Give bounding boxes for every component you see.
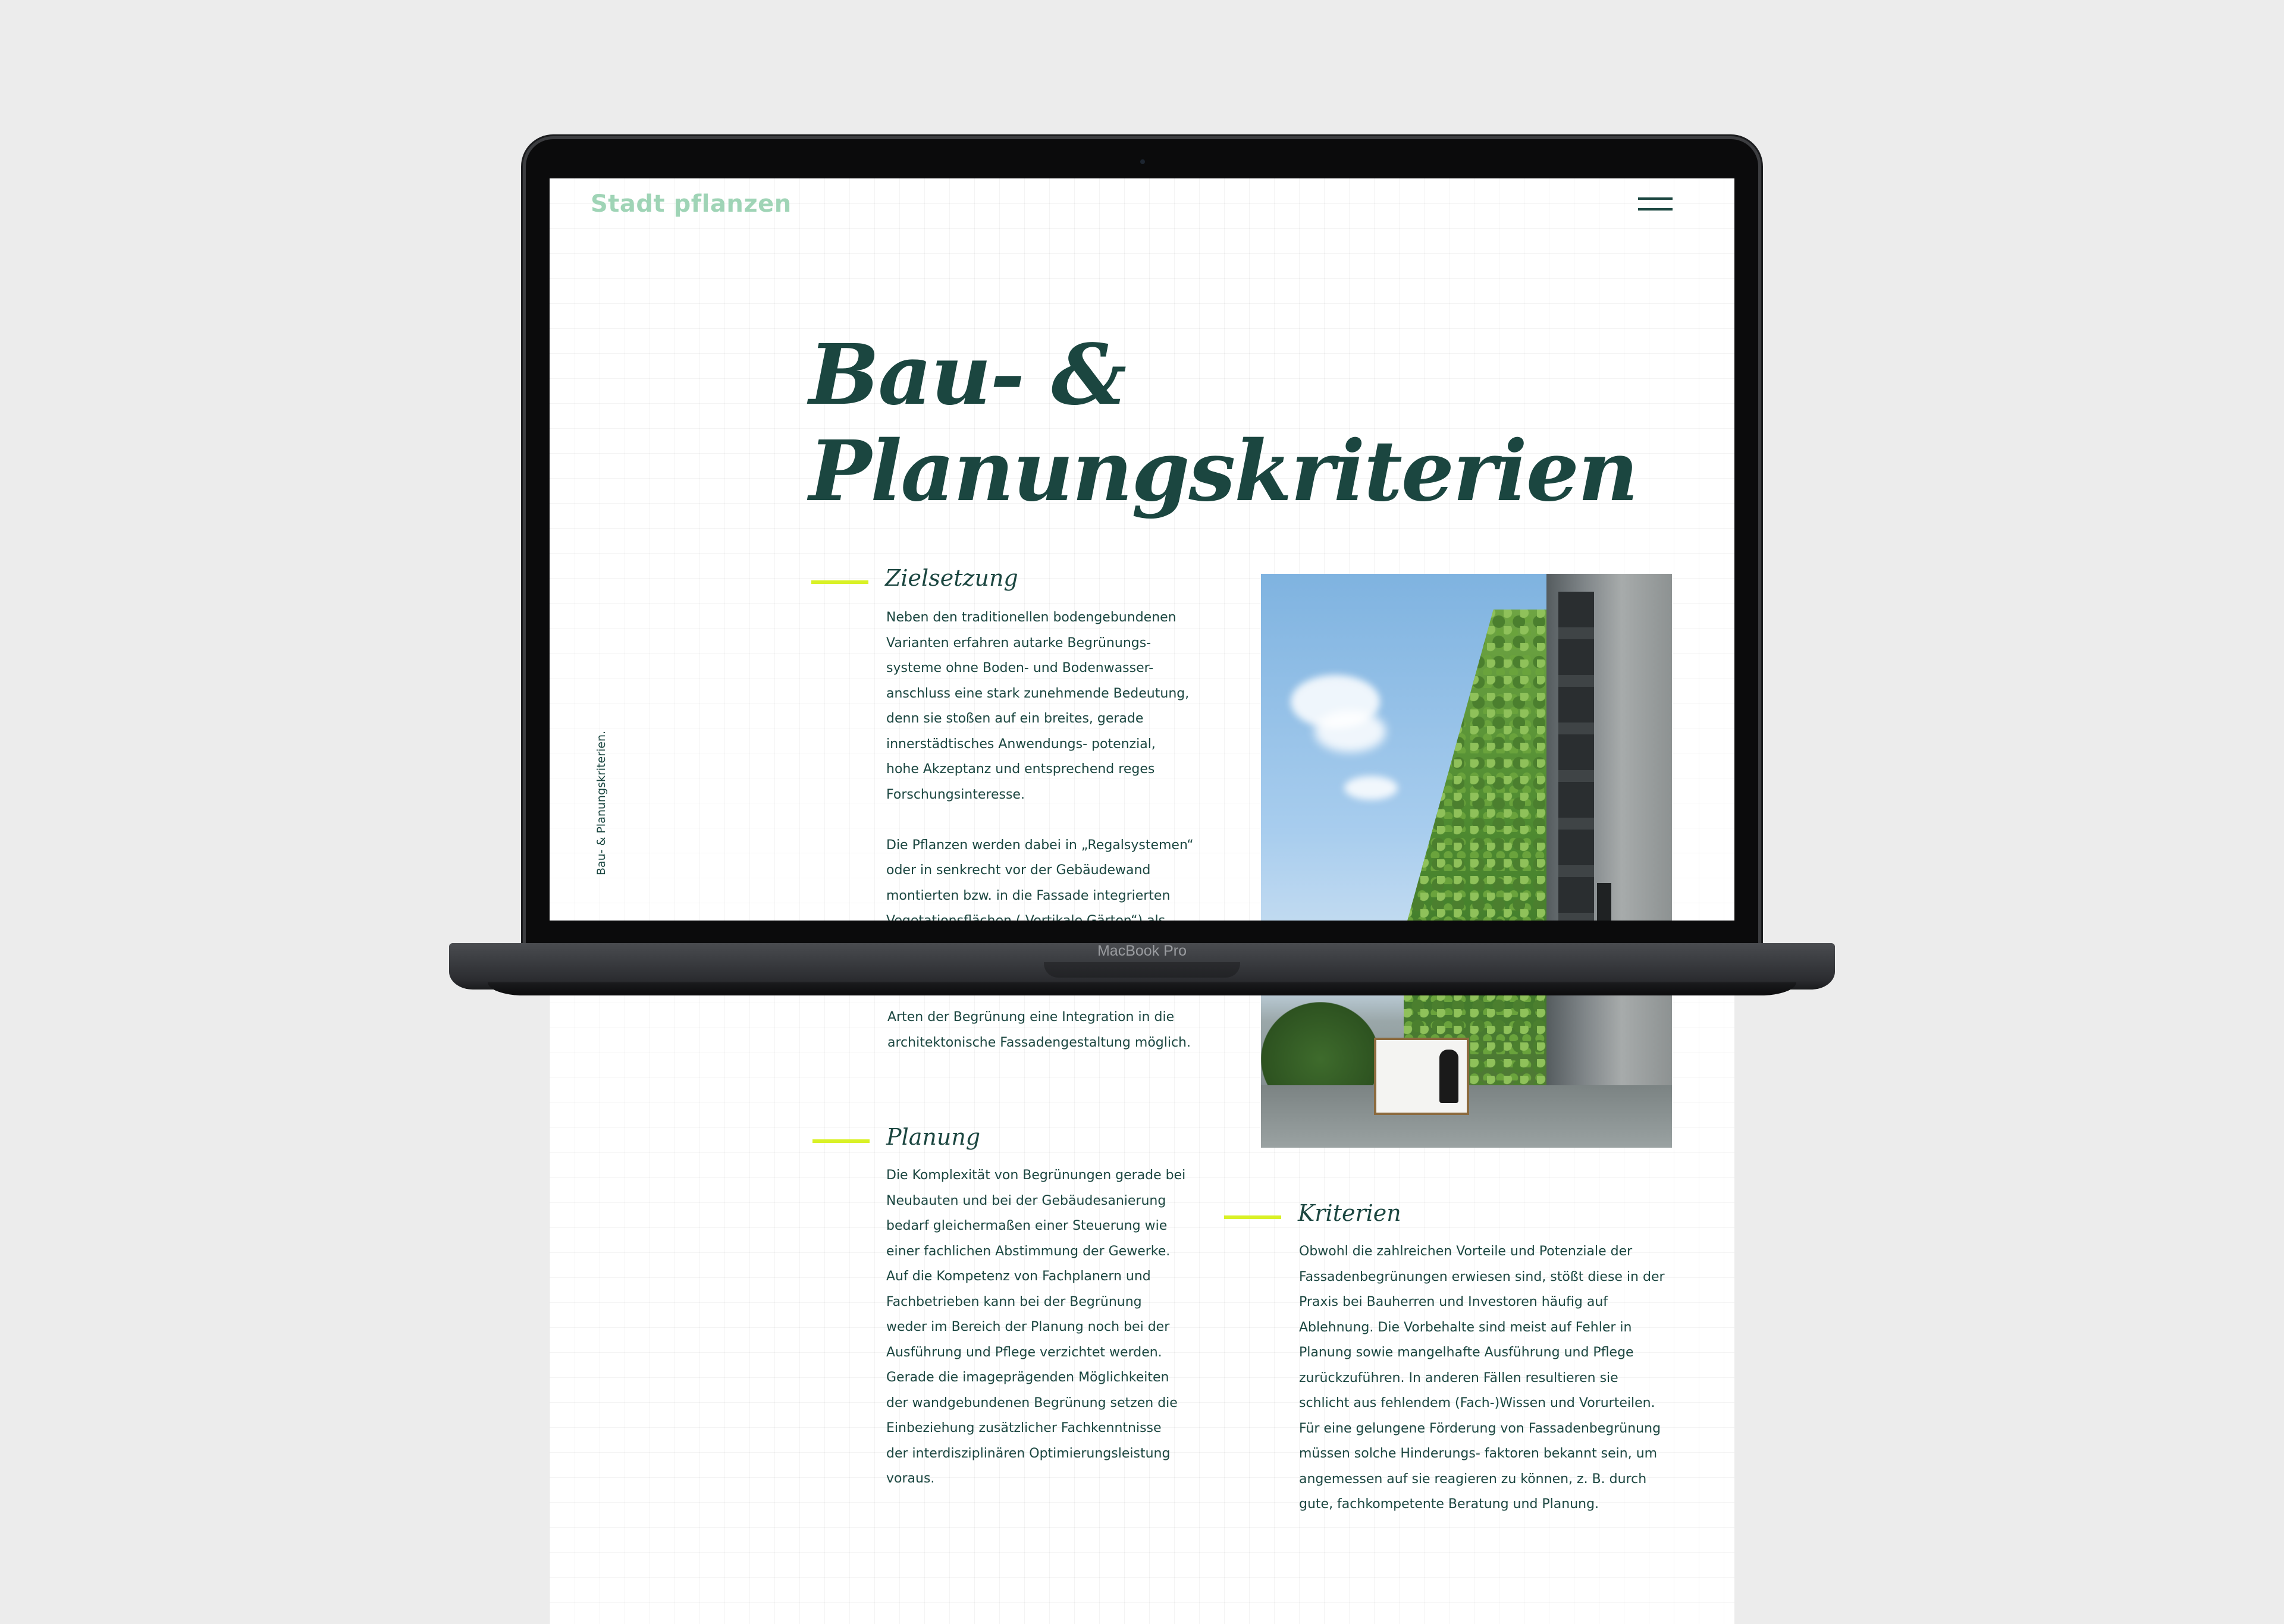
text-line: Fassadenbegrünungen erwiesen sind, stößt diese in der bbox=[1299, 1269, 1665, 1284]
text-line: anschluss eine stark zunehmende Bedeutung, bbox=[886, 686, 1190, 701]
hamburger-menu-icon[interactable] bbox=[1638, 196, 1673, 214]
text-line: der wandgebundenen Begrünung setzen die bbox=[886, 1395, 1178, 1411]
text-line: Die Pflanzen werden dabei in „Regalsystemen“ bbox=[886, 837, 1194, 853]
text-zielsetzung-continued bbox=[887, 1005, 1191, 1056]
heading-zielsetzung: Zielsetzung bbox=[885, 565, 1018, 591]
camera-icon bbox=[1140, 159, 1145, 164]
accent-line-zielsetzung bbox=[811, 580, 868, 584]
text-line: Ausführung und Pflege verzichtet werden. bbox=[886, 1345, 1162, 1360]
text-line: Forschungsinteresse. bbox=[886, 787, 1025, 802]
text-line: Varianten erfahren autarke Begrünungs- bbox=[886, 635, 1152, 651]
text-line: oder in senkrecht vor der Gebäudewand bbox=[886, 863, 1151, 878]
text-line: innerstädtisches Anwendungs- potenzial, bbox=[886, 736, 1156, 752]
paragraph-gap bbox=[886, 808, 1194, 833]
text-line: denn sie stoßen auf ein breites, gerade bbox=[886, 711, 1144, 726]
text-line: hohe Akzeptanz und entsprechend reges bbox=[886, 762, 1155, 777]
title-line-1: Bau- & bbox=[809, 326, 1126, 424]
text-line: Für eine gelungene Förderung von Fassadenbegrünung bbox=[1299, 1421, 1661, 1436]
laptop-base-edge bbox=[488, 982, 1796, 995]
text-line: Praxis bei Bauherren und Investoren häufig auf bbox=[1299, 1295, 1608, 1309]
heading-planung: Planung bbox=[886, 1124, 981, 1150]
text-line: systeme ohne Boden- und Bodenwasser- bbox=[886, 661, 1154, 676]
text-line: Neubauten und bei der Gebäudesanierung bbox=[886, 1193, 1166, 1208]
menu-bar-bottom bbox=[1638, 208, 1673, 211]
screen-bezel-bottom bbox=[550, 921, 1734, 943]
text-line: müssen solche Hinderungs- faktoren bekannt sein, um bbox=[1299, 1446, 1658, 1461]
text-line: Obwohl die zahlreichen Vorteile und Potenziale der bbox=[1299, 1244, 1633, 1259]
text-planung bbox=[886, 1163, 1185, 1492]
text-line: weder im Bereich der Planung noch bei der bbox=[886, 1320, 1170, 1334]
page-title bbox=[809, 327, 1637, 520]
text-line: der interdisziplinären Optimierungsleistung bbox=[886, 1446, 1171, 1461]
menu-bar-top bbox=[1638, 197, 1673, 200]
text-line: Arten der Begrünung eine Integration in die bbox=[887, 1010, 1175, 1025]
text-line: angemessen auf sie reagieren zu können, z. B. durch bbox=[1299, 1471, 1647, 1487]
text-line: zurückzuführen. In anderen Fällen resultieren sie bbox=[1299, 1370, 1618, 1386]
trees bbox=[1261, 1002, 1380, 1097]
heading-kriterien: Kriterien bbox=[1298, 1200, 1401, 1226]
text-line: Einbeziehung zusätzlicher Fachkenntnisse bbox=[886, 1421, 1162, 1435]
text-line: Auf die Kompetenz von Fachplanern und bbox=[886, 1269, 1151, 1284]
site-logo[interactable]: Stadt pflanzen bbox=[591, 190, 792, 218]
website-page bbox=[550, 178, 1734, 1624]
cloud bbox=[1344, 776, 1398, 800]
text-line: bedarf gleichermaßen einer Steuerung wie bbox=[886, 1218, 1168, 1233]
title-line-2: Planungskriterien bbox=[809, 423, 1637, 520]
text-line: gute, fachkompetente Beratung und Planung. bbox=[1299, 1497, 1599, 1512]
text-line: Gerade die imageprägenden Möglichkeiten bbox=[886, 1370, 1169, 1385]
text-line: einer fachlichen Abstimmung der Gewerke. bbox=[886, 1243, 1171, 1259]
text-line: Die Komplexität von Begrünungen gerade bei bbox=[886, 1168, 1186, 1183]
accent-line-planung bbox=[812, 1139, 870, 1143]
laptop-brand-label: MacBook Pro bbox=[1097, 943, 1187, 959]
person-icon bbox=[1439, 1050, 1458, 1103]
text-line: voraus. bbox=[886, 1471, 935, 1486]
text-line: architektonische Fassadengestaltung möglich. bbox=[887, 1035, 1191, 1050]
cloud bbox=[1314, 711, 1386, 752]
text-line: Fachbetrieben kann bei der Begrünung bbox=[886, 1294, 1142, 1309]
text-line: montierten bzw. in die Fassade integrierten bbox=[886, 888, 1171, 903]
laptop-notch bbox=[1044, 962, 1240, 978]
text-line: Ablehnung. Die Vorbehalte sind meist auf Fehler in bbox=[1299, 1320, 1632, 1335]
vertical-page-label: Bau- & Planungskriterien. bbox=[595, 730, 608, 875]
text-kriterien bbox=[1299, 1239, 1665, 1518]
text-line: Planung sowie mangelhafte Ausführung und Pflege bbox=[1299, 1345, 1634, 1360]
text-zielsetzung bbox=[886, 605, 1194, 934]
text-line: schlicht aus fehlendem (Fach-)Wissen und Vorurteilen. bbox=[1299, 1396, 1655, 1411]
building-balconies bbox=[1558, 592, 1594, 925]
green-facade-photo bbox=[1261, 574, 1672, 1148]
accent-line-kriterien bbox=[1224, 1215, 1281, 1219]
text-line: Neben den traditionellen bodengebundenen bbox=[886, 610, 1176, 625]
